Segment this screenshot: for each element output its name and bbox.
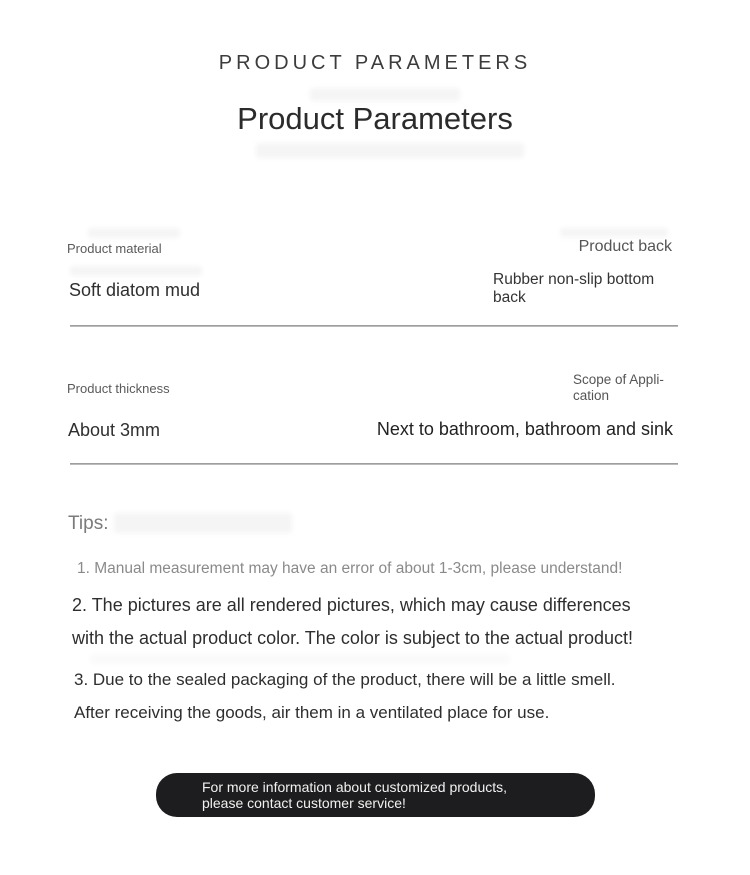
param-value-back: Rubber non-slip bottom back <box>493 271 655 306</box>
ghost-artifact <box>256 143 524 158</box>
tip-3-line-1: 3. Due to the sealed packaging of the product, there will be a little smell. <box>74 670 616 689</box>
tip-item-2 <box>72 589 633 655</box>
tip-2-line-1: 2. The pictures are all rendered pictures, which may cause differences <box>72 595 631 615</box>
section-eyebrow: PRODUCT PARAMETERS <box>218 52 532 74</box>
tip-item-3 <box>74 663 615 729</box>
page-title: Product Parameters <box>237 101 513 136</box>
param-label-material: Product material <box>67 241 162 256</box>
ghost-artifact <box>310 88 460 101</box>
customer-service-button-line-2: please contact customer service! <box>202 795 406 811</box>
divider <box>70 325 678 327</box>
ghost-artifact <box>70 266 202 276</box>
customer-service-button[interactable] <box>156 773 595 817</box>
customer-service-button-line-1: For more information about customized products, <box>202 779 508 795</box>
param-label-thickness: Product thickness <box>67 381 170 396</box>
tip-2-line-2: with the actual product color. The color is subject to the actual product! <box>72 628 633 648</box>
param-value-thickness: About 3mm <box>68 420 161 440</box>
divider <box>70 463 678 465</box>
param-label-scope-line-2: cation <box>573 387 610 403</box>
param-value-scope: Next to bathroom, bathroom and sink <box>376 419 673 439</box>
tips-heading: Tips: <box>68 513 109 534</box>
tip-item-1: 1. Manual measurement may have an error of about 1-3cm, please understand! <box>77 560 623 577</box>
param-value-material: Soft diatom mud <box>69 280 201 300</box>
ghost-artifact <box>114 513 292 533</box>
ghost-artifact <box>88 228 180 238</box>
param-label-back: Product back <box>578 238 672 255</box>
param-label-scope-line-1: Scope of Appli- <box>573 372 664 387</box>
ghost-artifact <box>560 228 668 237</box>
param-label-scope <box>573 372 664 403</box>
tip-3-line-2: After receiving the goods, air them in a ventilated place for use. <box>74 703 550 722</box>
